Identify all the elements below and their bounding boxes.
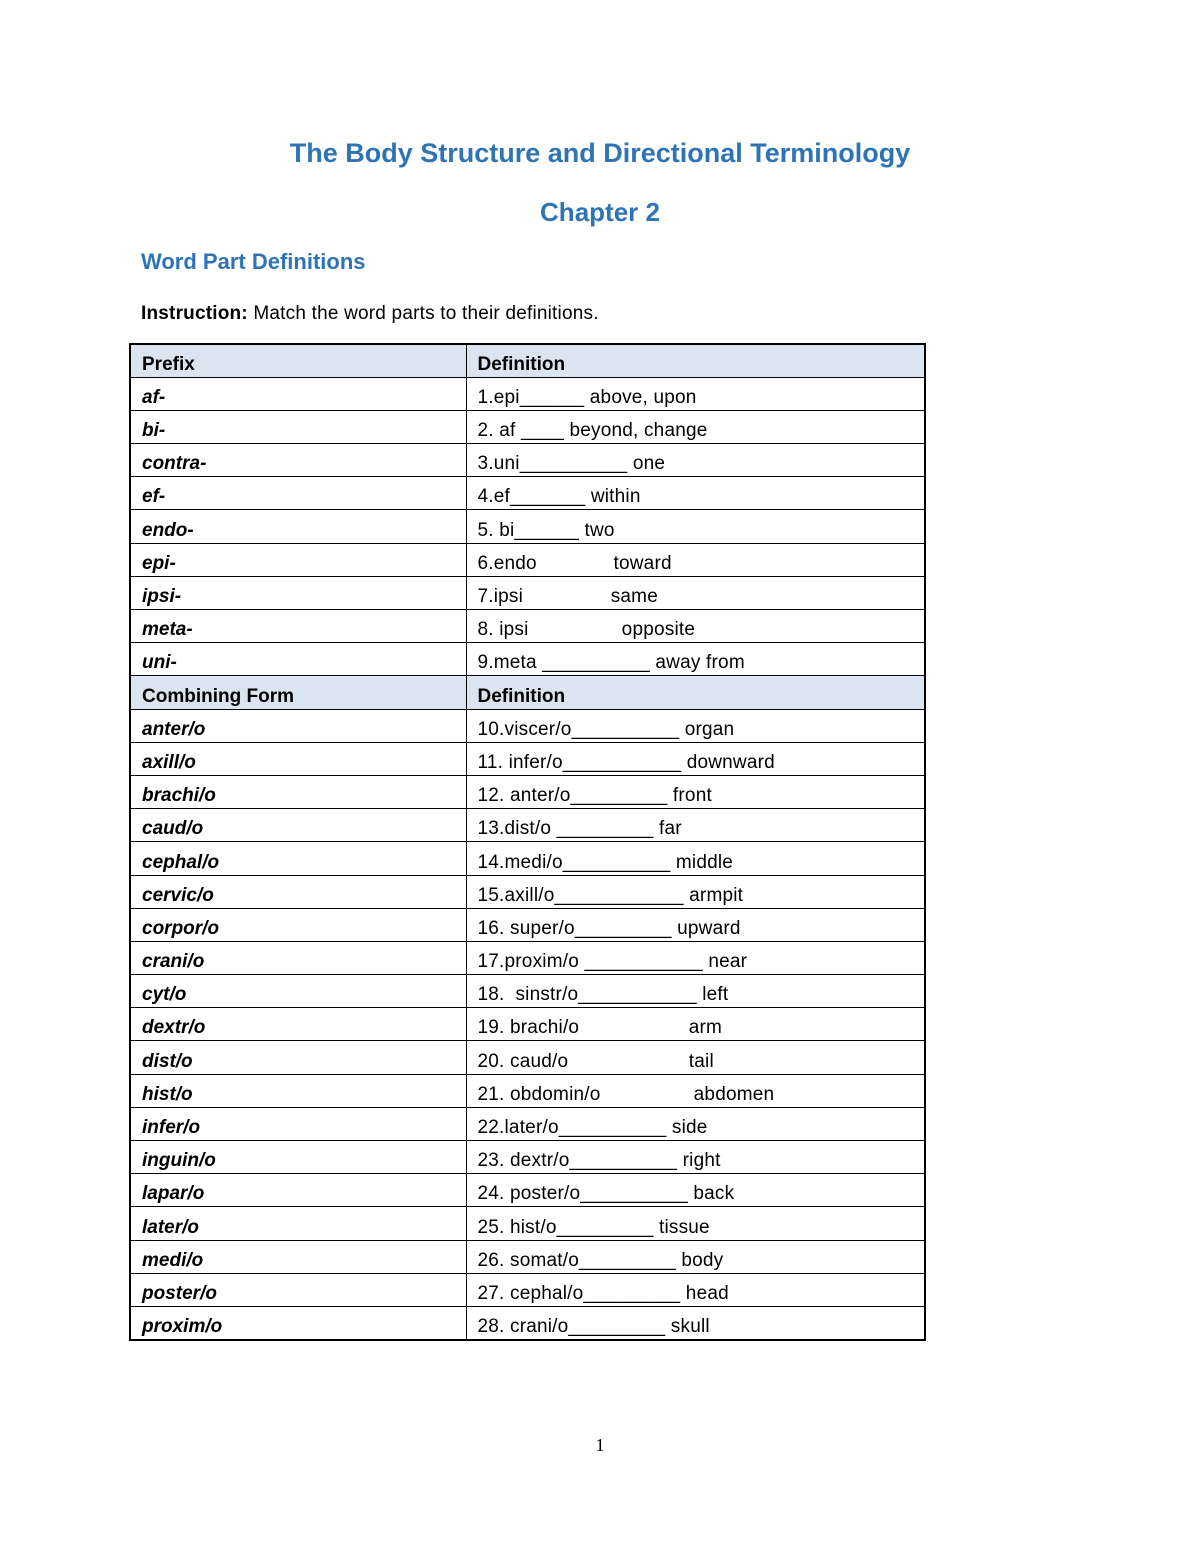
definition-cell: 4.ef_______ within: [466, 477, 925, 510]
table-row: [130, 875, 925, 908]
table-row: [130, 975, 925, 1008]
word-part-cell: uni-: [130, 643, 466, 676]
table-row: [130, 709, 925, 742]
definition-cell: 10.viscer/o__________ organ: [466, 709, 925, 742]
word-part-cell: hist/o: [130, 1074, 466, 1107]
word-part-cell: cervic/o: [130, 875, 466, 908]
word-part-cell: infer/o: [130, 1107, 466, 1140]
table-row: [130, 1074, 925, 1107]
word-part-cell: epi-: [130, 543, 466, 576]
word-part-cell: cephal/o: [130, 842, 466, 875]
table-row: [130, 1041, 925, 1074]
definition-cell: 15.axill/o____________ armpit: [466, 875, 925, 908]
table-row: [130, 1141, 925, 1174]
column-header-definition: Definition: [466, 344, 925, 377]
word-part-cell: lapar/o: [130, 1174, 466, 1207]
word-part-cell: brachi/o: [130, 775, 466, 808]
definition-cell: 26. somat/o_________ body: [466, 1240, 925, 1273]
definition-cell: 7.ipsi same: [466, 576, 925, 609]
table-row: [130, 1207, 925, 1240]
word-part-cell: contra-: [130, 444, 466, 477]
instruction-label: Instruction:: [141, 303, 248, 324]
definition-cell: 9.meta __________ away from: [466, 643, 925, 676]
table-row: [130, 377, 925, 410]
definition-cell: 17.proxim/o ___________ near: [466, 941, 925, 974]
table-row: [130, 477, 925, 510]
table-row: [130, 908, 925, 941]
table-row: [130, 543, 925, 576]
word-part-table-body: [130, 344, 925, 1340]
definition-cell: 24. poster/o__________ back: [466, 1174, 925, 1207]
definition-cell: 6.endo toward: [466, 543, 925, 576]
table-row: [130, 809, 925, 842]
definition-cell: 21. obdomin/o abdomen: [466, 1074, 925, 1107]
word-part-cell: ef-: [130, 477, 466, 510]
column-header-term: Combining Form: [130, 676, 466, 709]
table-row: [130, 742, 925, 775]
column-header-definition: Definition: [466, 676, 925, 709]
definition-cell: 5. bi______ two: [466, 510, 925, 543]
word-part-cell: proxim/o: [130, 1306, 466, 1339]
word-part-cell: bi-: [130, 410, 466, 443]
definition-cell: 16. super/o_________ upward: [466, 908, 925, 941]
table-row: [130, 576, 925, 609]
definition-cell: 8. ipsi opposite: [466, 610, 925, 643]
definition-cell: 27. cephal/o_________ head: [466, 1273, 925, 1306]
word-part-cell: medi/o: [130, 1240, 466, 1273]
word-part-cell: af-: [130, 377, 466, 410]
word-part-cell: poster/o: [130, 1273, 466, 1306]
prefix-header-row: [130, 344, 925, 377]
definition-cell: 18. sinstr/o___________ left: [466, 975, 925, 1008]
table-row: [130, 444, 925, 477]
word-part-cell: corpor/o: [130, 908, 466, 941]
table-row: [130, 1107, 925, 1140]
table-row: [130, 510, 925, 543]
definition-cell: 2. af ____ beyond, change: [466, 410, 925, 443]
definition-cell: 14.medi/o__________ middle: [466, 842, 925, 875]
word-part-cell: meta-: [130, 610, 466, 643]
table-row: [130, 643, 925, 676]
definition-cell: 12. anter/o_________ front: [466, 775, 925, 808]
definition-cell: 11. infer/o___________ downward: [466, 742, 925, 775]
definition-cell: 1.epi______ above, upon: [466, 377, 925, 410]
section-heading: Word Part Definitions: [141, 249, 366, 274]
word-part-cell: later/o: [130, 1207, 466, 1240]
word-part-cell: cyt/o: [130, 975, 466, 1008]
table-row: [130, 842, 925, 875]
definition-cell: 20. caud/o tail: [466, 1041, 925, 1074]
word-part-cell: anter/o: [130, 709, 466, 742]
definition-cell: 13.dist/o _________ far: [466, 809, 925, 842]
definition-cell: 19. brachi/o arm: [466, 1008, 925, 1041]
instruction-body: Match the word parts to their definitions.: [247, 303, 599, 324]
word-part-cell: inguin/o: [130, 1141, 466, 1174]
definition-cell: 23. dextr/o__________ right: [466, 1141, 925, 1174]
word-part-cell: endo-: [130, 510, 466, 543]
word-part-cell: dist/o: [130, 1041, 466, 1074]
document-title: The Body Structure and Directional Terminology: [289, 138, 911, 168]
word-part-cell: axill/o: [130, 742, 466, 775]
word-part-cell: ipsi-: [130, 576, 466, 609]
definition-cell: 25. hist/o_________ tissue: [466, 1207, 925, 1240]
table-row: [130, 775, 925, 808]
word-part-table: [129, 343, 926, 1341]
table-row: [130, 941, 925, 974]
table-row: [130, 1008, 925, 1041]
table-row: [130, 1240, 925, 1273]
table-row: [130, 410, 925, 443]
table-row: [130, 610, 925, 643]
definition-cell: 28. crani/o_________ skull: [466, 1306, 925, 1339]
table-row: [130, 1174, 925, 1207]
word-part-cell: caud/o: [130, 809, 466, 842]
chapter-heading: Chapter 2: [540, 197, 660, 227]
combining-form-header-row: [130, 676, 925, 709]
word-part-cell: dextr/o: [130, 1008, 466, 1041]
page-number: 1: [595, 1435, 605, 1455]
word-part-cell: crani/o: [130, 941, 466, 974]
column-header-term: Prefix: [130, 344, 466, 377]
instruction-text: [141, 303, 599, 325]
definition-cell: 22.later/o__________ side: [466, 1107, 925, 1140]
table-row: [130, 1273, 925, 1306]
table-row: [130, 1306, 925, 1339]
definition-cell: 3.uni__________ one: [466, 444, 925, 477]
